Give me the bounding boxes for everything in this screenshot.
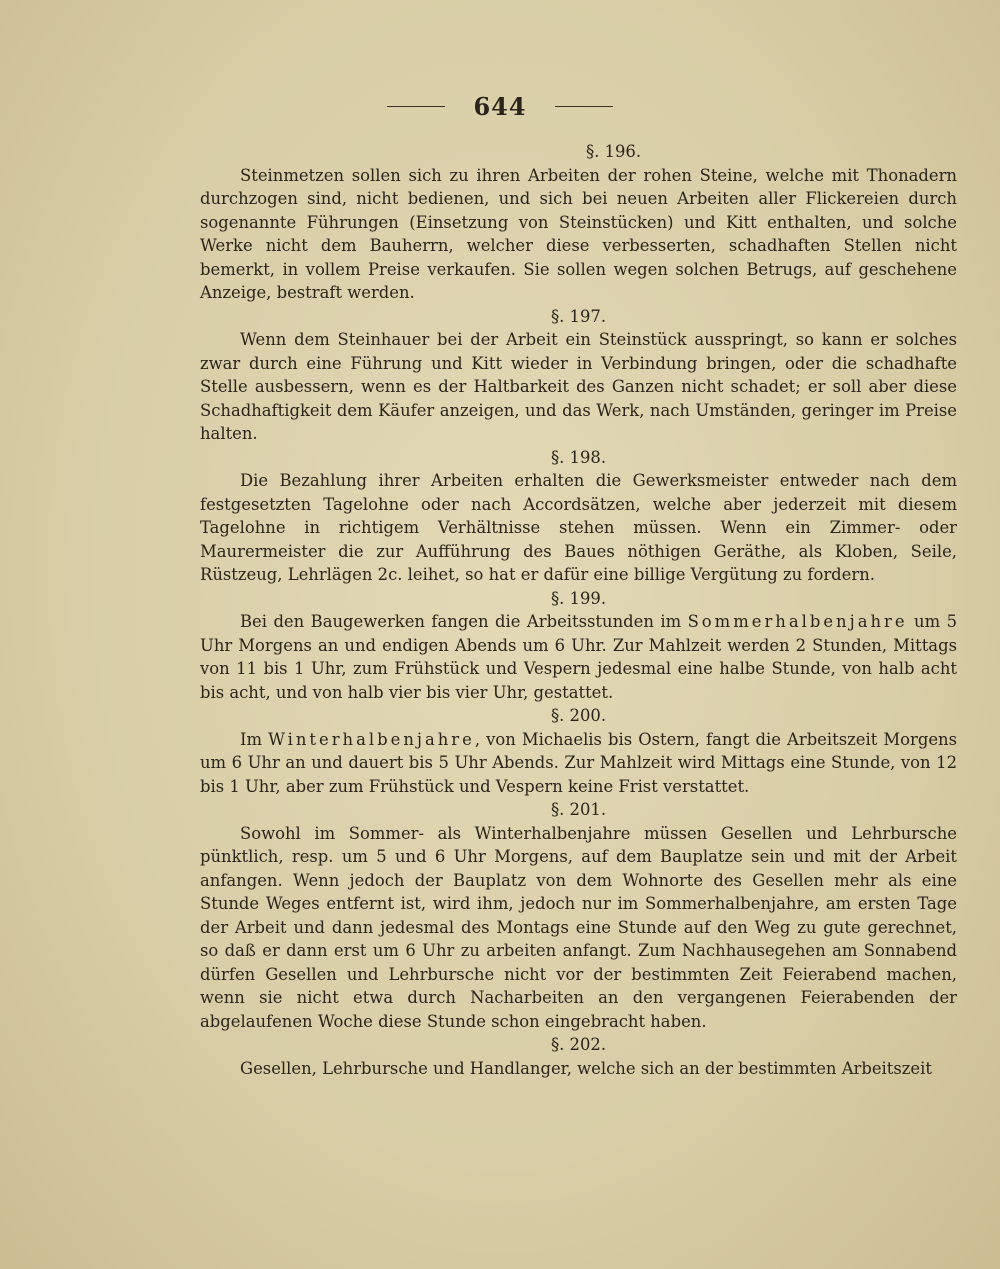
spaced-term: Sommerhalbenjahre bbox=[687, 612, 908, 631]
section-text-202: Gesellen, Lehrbursche und Handlanger, welche sich an der bestimmten Arbeitszeit bbox=[240, 1058, 932, 1078]
section-text-200 bbox=[200, 728, 957, 799]
section-text-198: Die Bezahlung ihrer Arbeiten erhalten die Gewerksmeister entweder nach dem festgesetzten Tagelohne oder nach Accordsätzen, welche aber jederzeit mit diesem Tagelohne in richtigem Verhältnisse stehen müssen. Wenn ein Zimmer- oder Maurermeister die zur Aufführung des Baues nöthigen Geräthe, als Kloben, Seile, Rüstzeug, Lehrlägen 2c. leihet, so hat er dafür eine billige Vergütung zu fordern. bbox=[200, 471, 957, 584]
page-header bbox=[0, 92, 1000, 121]
section-text-197: Wenn dem Steinhauer bei der Arbeit ein Steinstück ausspringt, so kann er solches zwar durch eine Führung und Kitt wieder in Verbindung bringen, oder die schadhafte Stelle ausbessern, wenn es der Haltbarkeit des Ganzen nicht schadet; er soll aber diese Schadhaftigkeit dem Käufer anzeigen, und das Werk, nach Umständen, geringer im Preise halten. bbox=[200, 330, 957, 443]
section-heading-198: §. 198. bbox=[550, 447, 607, 467]
section-text-199 bbox=[200, 610, 957, 704]
header-rule-left bbox=[387, 106, 445, 107]
section-heading-201: §. 201. bbox=[550, 800, 607, 819]
section-heading-202: §. 202. bbox=[550, 1035, 607, 1054]
header-rule-right bbox=[555, 106, 613, 107]
page-body bbox=[200, 140, 957, 1080]
section-heading-197: §. 197. bbox=[550, 306, 607, 326]
spaced-term: Winterhalbenjahre bbox=[268, 729, 475, 749]
section-text-201: Sowohl im Sommer- als Winterhalbenjahre müssen Gesellen und Lehrbursche pünktlich, resp. um 5 und 6 Uhr Morgens, auf dem Bauplatze sein und mit der Arbeit anfangen. Wenn jedoch der Bauplatz von dem Wohnorte des Gesellen mehr als eine Stunde Weges entfernt ist, wird ihm, jedoch nur im Sommerhalbenjahre, am ersten Tage der Arbeit und dann jedesmal des Montags eine Stunde auf den Weg zu gute gerechnet, so daß er dann erst um 6 Uhr zu arbeiten anfangt. Zum Nachhausegehen am Sonnabend dürfen Gesellen und Lehrbursche nicht vor der bestimmten Zeit Feierabend machen, wenn sie nicht etwa durch Nacharbeiten an den vergangenen Feierabenden der abgelaufenen Woche diese Stunde schon eingebracht haben. bbox=[200, 823, 957, 1031]
section-text-196: Steinmetzen sollen sich zu ihren Arbeiten der rohen Steine, welche mit Thonadern durchzogen sind, nicht bedienen, und sich bei neuen Arbeiten aller Flickereien durch sogenannte Führungen (Einsetzung von Steinstücken) und Kitt enthalten, und solche Werke nicht dem Bauherrn, welcher diese verbesserten, schadhaften Stellen nicht bemerkt, in vollem Preise verkaufen. Sie sollen wegen solchen Betrugs, auf geschehene Anzeige, bestraft werden. bbox=[200, 165, 957, 302]
text-segment: um 5 Uhr Morgens an und endigen Abends um 6 Uhr. Zur Mahlzeit werden 2 Stunden, Mittags von 11 bis 1 Uhr, zum Frühstück und Vespern jedesmal eine halbe Stunde, von halb acht bis acht, und von halb vier bis vier Uhr, gestattet. bbox=[200, 612, 957, 702]
text-segment: Im bbox=[240, 729, 269, 749]
text-segment: , von Michaelis bis Ostern, fangt die Arbeitszeit Morgens um 6 Uhr an und dauert bis 5 Uhr Abends. Zur Mahlzeit wird Mittags eine Stunde, von 12 bis 1 Uhr, aber zum Frühstück und Vespern keine Frist verstattet. bbox=[200, 729, 957, 796]
section-heading-200: §. 200. bbox=[550, 706, 607, 725]
section-heading-199: §. 199. bbox=[550, 588, 607, 608]
section-heading-196: §. 196. bbox=[585, 142, 642, 161]
text-segment: Bei den Baugewerken fangen die Arbeitsstunden im bbox=[240, 612, 688, 631]
page-number: 644 bbox=[473, 92, 527, 121]
